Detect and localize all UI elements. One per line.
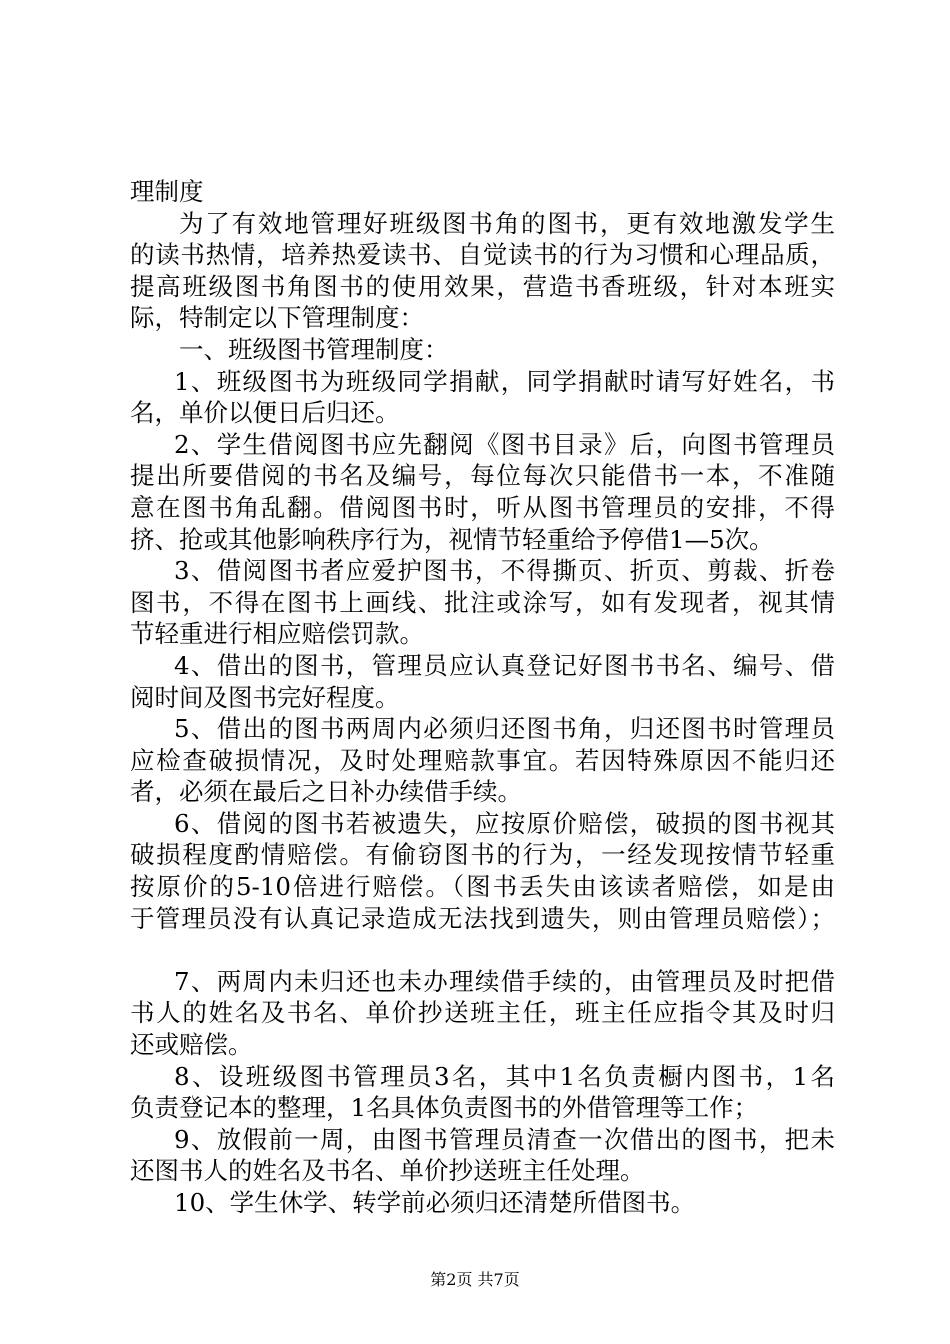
rule-item-line: 6、借阅的图书若被遗失，应按原价赔偿，破损的图书视其 [174,808,835,838]
rule-item-line: 节轻重进行相应赔偿罚款。 [130,619,424,649]
rule-item-line: 7、两周内未归还也未办理续借手续的，由管理员及时把借 [174,966,835,996]
rule-item-line: 书人的姓名及书名、单价抄送班主任，班主任应指令其及时归 [130,998,835,1028]
rule-item-line: 挤、抢或其他影响秩序行为，视情节轻重给予停借1—5次。 [130,524,774,554]
rule-item-line: 10、学生休学、转学前必须归还清楚所借图书。 [174,1188,696,1217]
rule-item-line: 还图书人的姓名及书名、单价抄送班主任处理。 [130,1156,645,1186]
page-footer [0,1270,950,1290]
rule-item-line: 3、借阅图书者应爱护图书，不得撕页、折页、剪裁、折卷 [174,556,835,586]
rule-item-line: 意在图书角乱翻。借阅图书时，听从图书管理员的安排，不得 [130,492,835,522]
rule-item-line: 2、学生借阅图书应先翻阅《图书目录》后，向图书管理员 [174,429,835,459]
document-body [130,176,835,1219]
rule-item-line: 应检查破损情况，及时处理赔款事宜。若因特殊原因不能归还 [130,745,835,775]
paragraph-line: 为了有效地管理好班级图书角的图书，更有效地激发学生 [179,208,835,238]
rule-item-line: 者，必须在最后之日补办续借手续。 [130,777,522,807]
rule-item-line: 提出所要借阅的书名及编号，每位每次只能借书一本，不准随 [130,461,835,491]
rule-item-line: 图书，不得在图书上画线、批注或涂写，如有发现者，视其情 [130,587,835,617]
paragraph-line: 际，特制定以下管理制度： [130,303,424,333]
blank-line [130,934,835,966]
rule-item-line: 8、设班级图书管理员3名，其中1名负责橱内图书，1名 [174,1061,835,1091]
section-heading: 一、班级图书管理制度： [179,334,449,364]
title-fragment: 理制度 [130,177,204,206]
rule-item-line: 4、借出的图书，管理员应认真登记好图书书名、编号、借 [174,650,835,680]
rule-item-line: 负责登记本的整理，1名具体负责图书的外借管理等工作； [130,1093,759,1123]
paragraph-line: 的读书热情，培养热爱读书、自觉读书的行为习惯和心理品质， [130,240,835,270]
rule-item-line: 按原价的5-10倍进行赔偿。（图书丢失由该读者赔偿，如是由 [130,872,835,902]
rule-item-line: 9、放假前一周，由图书管理员清查一次借出的图书，把未 [174,1124,835,1154]
rule-item-line: 5、借出的图书两周内必须归还图书角，归还图书时管理员 [174,714,835,744]
rule-item-line: 破损程度酌情赔偿。有偷窃图书的行为，一经发现按情节轻重 [130,840,835,870]
paragraph-line: 提高班级图书角图书的使用效果，营造书香班级，针对本班实 [130,271,835,301]
rule-item-line: 于管理员没有认真记录造成无法找到遗失，则由管理员赔偿）； [130,903,835,933]
rule-item-line: 阅时间及图书完好程度。 [130,682,400,712]
page-number: 第2页 共7页 [430,1270,520,1289]
rule-item-line: 还或赔偿。 [130,1030,253,1060]
rule-item-line: 名，单价以便日后归还。 [130,398,400,428]
rule-item-line: 1、班级图书为班级同学捐献，同学捐献时请写好姓名，书 [174,366,835,396]
